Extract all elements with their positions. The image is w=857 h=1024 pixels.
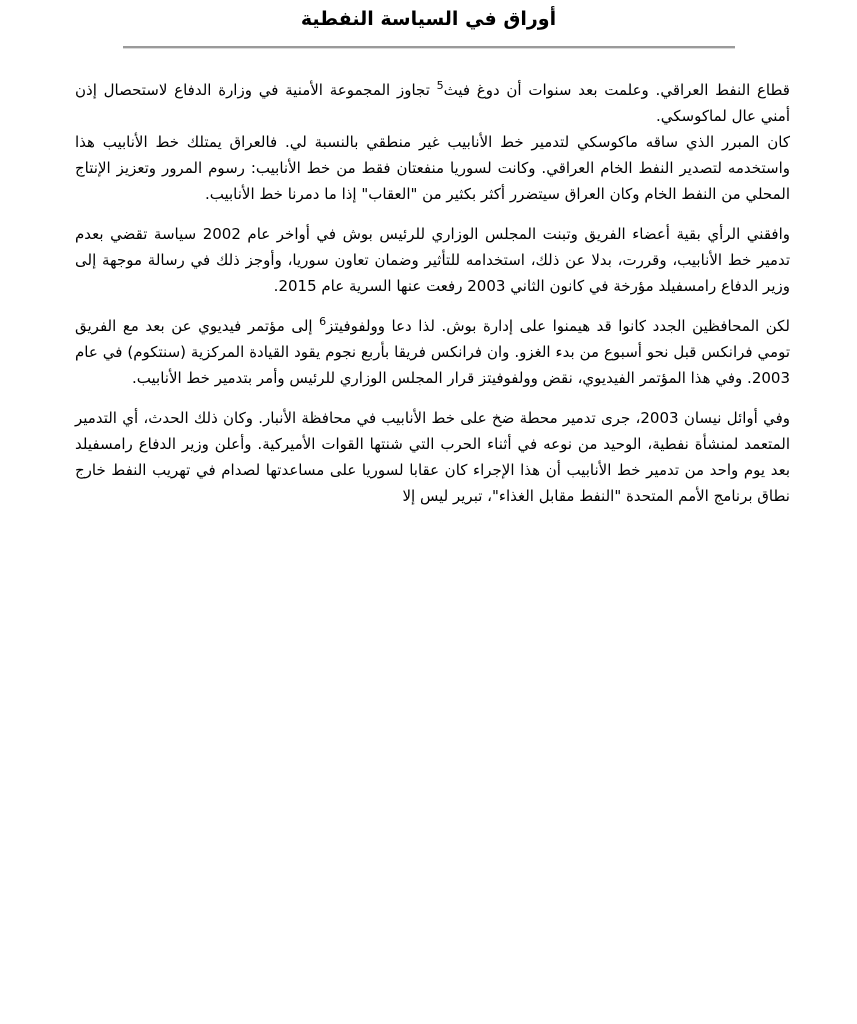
paragraph-destruction: وفي أوائل نيسان 2003، جرى تدمير محطة ضخ على خط الأنابيب في محافظة الأنبار. وكان ذلك الحدث، أي التدمير المتعمد لمنشأة نفطية، الوحيد من نوعه في أثناء الحرب التي شنتها القوات الأميركية. وأعلن وزير الدفاع رامسفيلد بعد يوم واحد من تدمير خط الأنابيب أن هذا الإجراء كان عقابا لسوريا على مساعدتها لصدام في تهريب النفط خارج نطاق برنامج الأمم المتحدة "النفط مقابل الغذاء"، تبرير ليس إلا xyxy=(75,409,790,505)
document-body xyxy=(75,77,790,509)
footnote-ref-5: 5 xyxy=(436,79,444,92)
paragraph-neocons xyxy=(75,313,790,391)
paragraph-council: وافقني الرأي بقية أعضاء الفريق وتبنت المجلس الوزاري للرئيس بوش في أواخر عام 2002 سياسة تقضي بعدم تدمير خط الأنابيب، وقررت، بدلا عن ذلك، استخدامه للتأثير وضمان تعاون سوريا، وأوجز ذلك في رسالة موجهة إلى وزير الدفاع رامسفيلد مؤرخة في كانون الثاني 2003 رفعت عنها السرية عام 2015. xyxy=(75,225,790,295)
paragraph-intro xyxy=(75,77,790,129)
page-title: أوراق في السياسة النفطية xyxy=(300,8,557,30)
paragraph-justification: كان المبرر الذي ساقه ماكوسكي لتدمير خط الأنابيب غير منطقي بالنسبة لي. فالعراق يمتلك خط الأنابيب هذا واستخدمه لتصدير النفط الخام العراقي. وكانت لسوريا منفعتان فقط من خط الأنابيب: رسوم المرور وتعزيز الإنتاج المحلي من النفط الخام وكان العراق سيتضرر أكثر بكثير من "العقاب" إذا ما دمرنا خط الأنابيب. xyxy=(75,133,790,203)
paragraph-neocons-text-after: إلى مؤتمر فيديوي عن بعد مع الفريق تومي فرانكس قبل نحو أسبوع من بدء الغزو. وان فرانكس فريقا بأربع نجوم يقود القيادة المركزية (سنتكوم) في عام 2003. وفي هذا المؤتمر الفيديوي، نقض وولفوفيتز قرار المجلس الوزاري للرئيس وأمر بتدمير خط الأنابيب. xyxy=(75,317,790,387)
paragraph-intro-text: قطاع النفط العراقي. وعلمت بعد سنوات أن دوغ فيث xyxy=(443,81,790,99)
title-divider xyxy=(123,46,735,49)
paragraph-intro-text-after: تجاوز المجموعة الأمنية في وزارة الدفاع لاستحصال إذن أمني عال لماكوسكي. xyxy=(75,81,790,125)
footnote-ref-6: 6 xyxy=(319,315,327,328)
paragraph-neocons-text: لكن المحافظين الجدد كانوا قد هيمنوا على إدارة بوش. لذا دعا وولفوفيتز xyxy=(326,317,790,335)
